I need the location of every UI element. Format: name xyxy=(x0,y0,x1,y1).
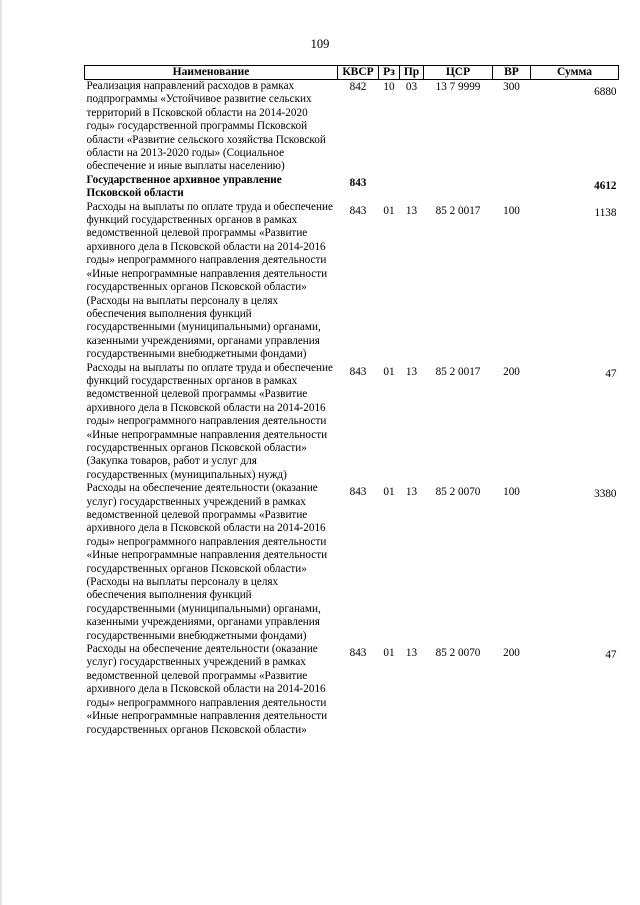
row-csr xyxy=(424,174,493,201)
row-name: Реализация направлений расходов в рамках подпрограммы «Устойчивое развитие сельских территорий в Псковской области на 2014-2020 годы» государственной программы Псковской области «Развитие сельского хозяйства Псковской области на 2013-2020 годы» (Социальное обеспечение и иные выплаты населению) xyxy=(86,80,326,173)
header-kvsr: КВСР xyxy=(338,66,379,80)
header-sum: Сумма xyxy=(531,66,619,80)
row-name: Расходы на обеспечение деятельности (оказание услуг) государственных учреждений в рамках ведомственной целевой программы «Развитие архивного дела в Псковской области на 2014-2016 годы» непрограммного направления деятельности «Иные непрограммные направления деятельности государственных органов Псковской области» xyxy=(86,643,328,736)
row-sum: 47 xyxy=(605,649,617,662)
table-row xyxy=(85,643,619,737)
header-rz: Рз xyxy=(379,66,400,80)
row-pr: 13 xyxy=(405,647,418,660)
row-csr: 85 2 0017 xyxy=(435,365,481,378)
row-sum: 3380 xyxy=(594,488,617,501)
row-rz: 10 xyxy=(383,81,395,93)
header-name: Наименование xyxy=(85,66,338,80)
row-csr: 85 2 0017 xyxy=(435,204,481,217)
row-vr: 200 xyxy=(503,365,520,378)
row-kvsr: 843 xyxy=(349,204,367,217)
scan-edge xyxy=(0,0,3,905)
row-pr: 13 xyxy=(405,204,418,217)
row-kvsr: 843 xyxy=(349,365,367,378)
row-pr xyxy=(400,174,424,201)
row-sum: 1138 xyxy=(594,206,617,219)
table-row xyxy=(85,201,619,362)
table-row xyxy=(85,80,619,174)
row-sum: 47 xyxy=(605,367,617,380)
row-rz: 01 xyxy=(383,204,395,217)
row-sum: 4612 xyxy=(594,179,617,192)
header-vr: ВР xyxy=(493,66,531,80)
table-row-group xyxy=(85,174,619,201)
row-csr: 85 2 0070 xyxy=(435,647,481,660)
row-kvsr: 843 xyxy=(349,647,367,660)
row-pr: 13 xyxy=(405,365,418,378)
row-vr: 100 xyxy=(503,486,520,499)
page-number: 109 xyxy=(310,37,330,51)
row-vr: 100 xyxy=(503,204,520,217)
row-kvsr: 843 xyxy=(349,486,367,499)
header-pr: Пр xyxy=(400,66,424,80)
table-row xyxy=(85,362,619,483)
row-vr: 300 xyxy=(503,81,520,93)
row-name: Расходы на обеспечение деятельности (оказание услуг) государственных учреждений в рамках ведомственной целевой программы «Развитие архивного дела в Псковской области на 2014-2016 годы» непрограммного направления деятельности «Иные непрограммные направления деятельности государственных органов Псковской области» (Расходы на выплаты персоналу в целях обеспечения выполнения функций государственными (муниципальными) органами, казенными учреждениями, органами управления государственными внебюджетными фондами) xyxy=(86,482,328,642)
row-csr: 13 7 9999 xyxy=(435,81,481,93)
row-vr: 200 xyxy=(503,647,520,660)
row-name: Расходы на выплаты по оплате труда и обеспечение функций государственных органов в рамках ведомственной целевой программы «Развитие архивного дела в Псковской области на 2014-2016 годы» непрограммного направления деятельности «Иные непрограммные направления деятельности государственных органов Псковской области» (Расходы на выплаты персоналу в целях обеспечения выполнения функций государственными (муниципальными) органами, казенными учреждениями, органами управления государственными внебюджетными фондами) xyxy=(86,200,333,361)
row-rz: 01 xyxy=(383,365,395,378)
header-csr: ЦСР xyxy=(424,66,493,80)
row-name: Государственное архивное управление Псковской области xyxy=(86,173,282,200)
row-sum: 6880 xyxy=(594,86,617,98)
row-csr: 85 2 0070 xyxy=(435,486,481,499)
row-name: Расходы на выплаты по оплате труда и обеспечение функций государственных органов в рамках ведомственной целевой программы «Развитие архивного дела в Псковской области на 2014-2016 годы» непрограммного направления деятельности «Иные непрограммные направления деятельности государственных органов Псковской области» (Закупка товаров, работ и услуг для государственных (муниципальных) нужд) xyxy=(86,361,333,481)
table-header-row xyxy=(85,66,619,80)
row-pr: 03 xyxy=(405,81,418,93)
row-kvsr: 842 xyxy=(349,81,367,93)
row-rz: 01 xyxy=(383,486,395,499)
row-vr xyxy=(493,174,531,201)
budget-table xyxy=(84,65,619,737)
row-rz xyxy=(379,174,400,201)
row-pr: 13 xyxy=(405,486,418,499)
table-row xyxy=(85,482,619,643)
row-rz: 01 xyxy=(383,647,395,660)
row-kvsr: 843 xyxy=(349,176,367,189)
